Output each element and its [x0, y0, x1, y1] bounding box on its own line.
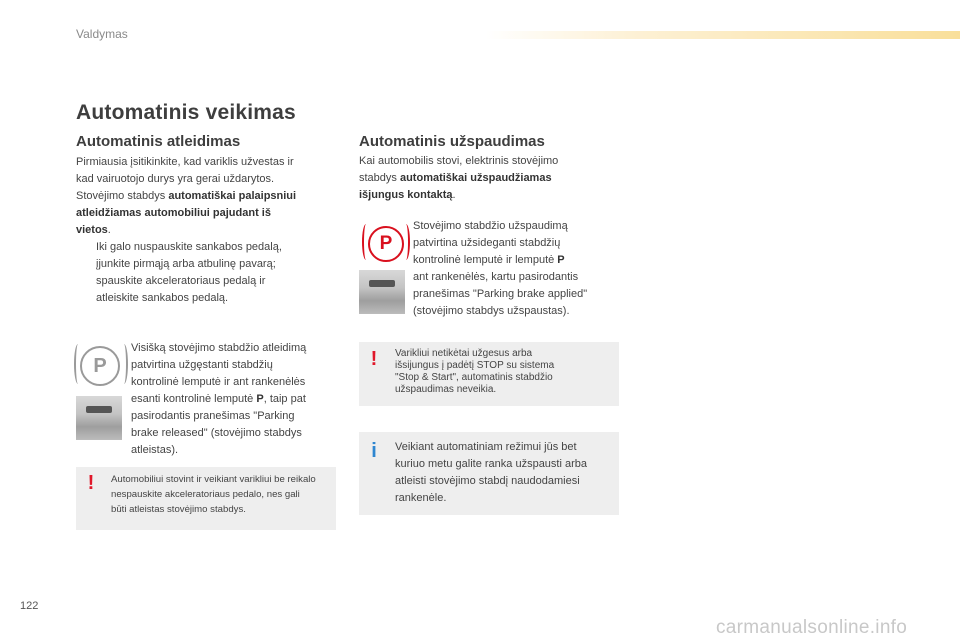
right-intro-line: stabdys automatiškai užspaudžiamas: [359, 172, 552, 184]
right-warning-text: [395, 348, 617, 396]
brake-handle-image: [76, 396, 122, 440]
right-info-box: [359, 432, 619, 515]
page-title: Automatinis veikimas: [76, 101, 296, 124]
lamp-arc-right-icon: [120, 344, 128, 384]
parking-brake-lamp-on-icon: P: [368, 226, 404, 262]
release-line: atleistas).: [131, 444, 179, 456]
right-section-title: Automatinis užspaudimas: [359, 133, 545, 150]
info-line: rankenėle.: [395, 492, 447, 504]
warning-line: užspaudimas neveikia.: [395, 384, 497, 395]
warning-line: būti atleistas stovėjimo stabdys.: [111, 504, 246, 515]
right-apply-text: [413, 218, 623, 320]
left-intro-line: kad vairuotojo durys yra gerai uždarytos.: [76, 173, 275, 185]
apply-line: Stovėjimo stabdžio užspaudimą: [413, 220, 568, 232]
warning-line: Varikliui netikėtai užgesus arba: [395, 348, 533, 359]
right-intro-line: išjungus kontaktą.: [359, 189, 456, 201]
header-accent-bar: [486, 31, 960, 39]
apply-line: (stovėjimo stabdys užspaustas).: [413, 305, 570, 317]
lamp-arc-right-icon: [402, 224, 410, 260]
watermark: carmanualsonline.info: [716, 617, 908, 638]
warning-line: nespauskite akceleratoriaus pedalo, nes gali: [111, 489, 300, 500]
left-bold-line: Stovėjimo stabdys automatiškai palaipsniui: [76, 190, 297, 202]
apply-line: pranešimas "Parking brake applied": [413, 288, 588, 300]
warning-line: "Stop & Start", automatinis stabdžio: [395, 372, 553, 383]
info-icon: i: [371, 440, 377, 462]
warning-line: Automobiliui stovint ir veikiant varikliui be reikalo: [111, 474, 316, 485]
release-line: pasirodantis pranešimas "Parking: [131, 410, 295, 422]
left-bullet: [76, 239, 351, 307]
left-bullet-line: spauskite akceleratoriaus pedalą ir: [96, 275, 266, 287]
release-line: esanti kontrolinė lemputė P, taip pat: [131, 393, 306, 405]
right-info-text: [395, 439, 617, 507]
release-line: Visišką stovėjimo stabdžio atleidimą: [131, 342, 307, 354]
info-line: atleisti stovėjimo stabdį naudodamiesi: [395, 475, 580, 487]
left-intro-line: Pirmiausia įsitikinkite, kad variklis užvestas ir: [76, 156, 294, 168]
left-bullet-line: įjunkite pirmąją arba atbulinę pavarą;: [96, 258, 276, 270]
left-bullet-line: Iki galo nuspauskite sankabos pedalą,: [96, 241, 282, 253]
release-line: brake released" (stovėjimo stabdys: [131, 427, 302, 439]
apply-line: patvirtina užsideganti stabdžių: [413, 237, 561, 249]
page-number: 122: [20, 600, 39, 612]
right-intro: [359, 153, 619, 204]
lamp-arc-left-icon: [362, 224, 370, 260]
release-line: kontrolinė lemputė ir ant rankenėlės: [131, 376, 306, 388]
left-warning-box: [76, 467, 336, 530]
bullet-arrow-icon: [76, 239, 96, 307]
info-line: kuriuo metu galite ranka užspausti arba: [395, 458, 587, 470]
right-warning-box: [359, 342, 619, 406]
brake-handle-image: [359, 270, 405, 314]
left-bold-line: vietos.: [76, 224, 111, 236]
left-bold-line: atleidžiamas automobiliui pajudant iš: [76, 207, 271, 219]
info-line: Veikiant automatiniam režimui jūs bet: [395, 441, 577, 453]
lamp-arc-left-icon: [74, 344, 82, 384]
warning-line: išsijungus į padėtį STOP su sistema: [395, 360, 555, 371]
left-bullet-line: atleiskite sankabos pedalą.: [96, 292, 229, 304]
warning-icon: !: [87, 472, 95, 494]
left-release-text: [131, 340, 341, 459]
warning-icon: !: [370, 348, 378, 370]
apply-line: ant rankenėlės, kartu pasirodantis: [413, 271, 579, 283]
left-section-title: Automatinis atleidimas: [76, 133, 241, 150]
apply-line: kontrolinė lemputė ir lemputė P: [413, 254, 565, 266]
release-line: patvirtina užgęstanti stabdžių: [131, 359, 273, 371]
parking-brake-lamp-off-icon: P: [80, 346, 120, 386]
section-label: Valdymas: [76, 27, 128, 41]
left-warning-text: [111, 472, 333, 517]
left-intro: [76, 154, 351, 307]
right-intro-line: Kai automobilis stovi, elektrinis stovėjimo: [359, 155, 559, 167]
